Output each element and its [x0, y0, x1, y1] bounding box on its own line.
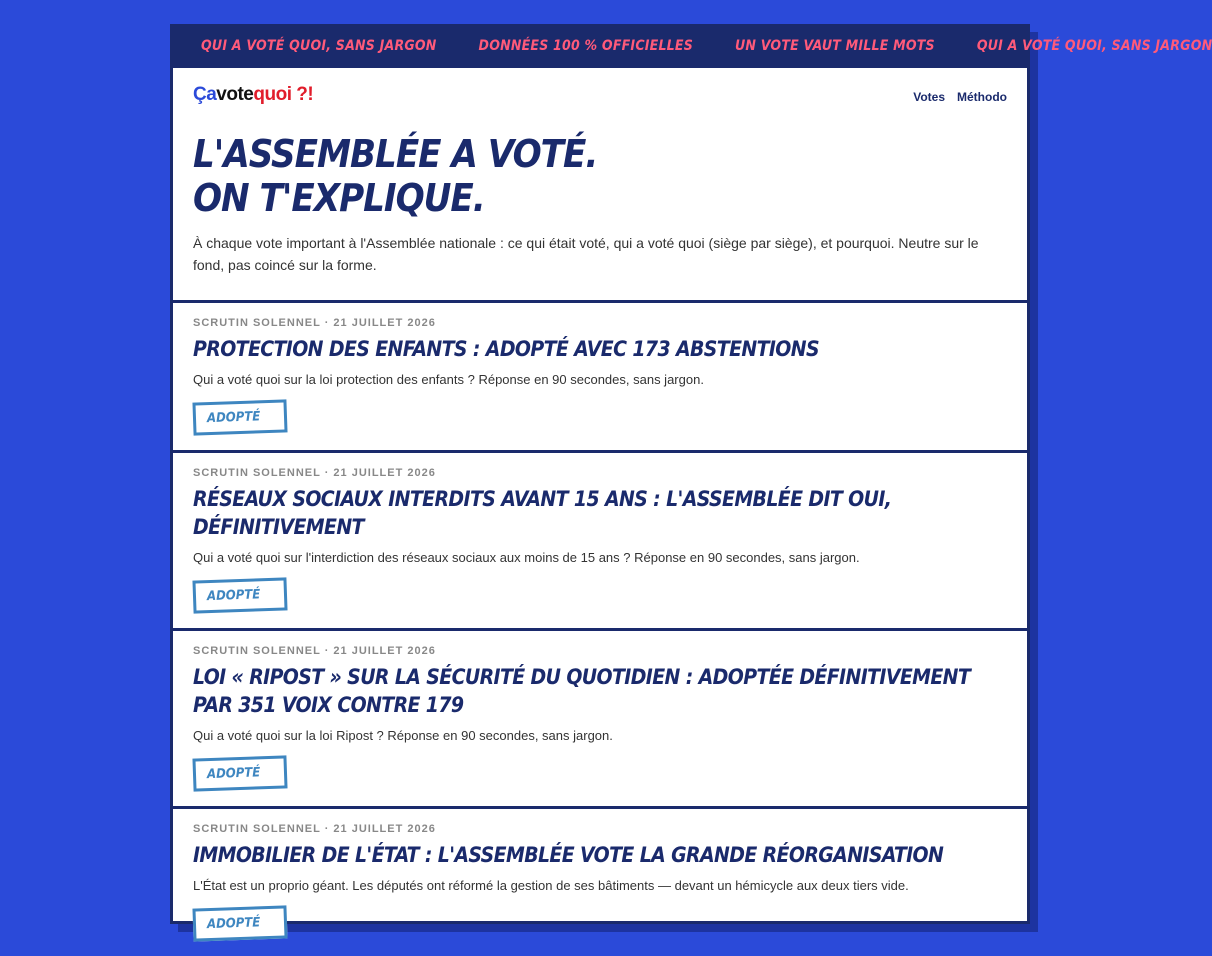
main-nav — [913, 90, 1007, 104]
logo-part-vote: vote — [216, 84, 254, 105]
logo-part-ca: Ça — [193, 84, 217, 105]
logo-part-quoi: quoi ?! — [253, 84, 314, 105]
status-badge: ADOPTÉ — [192, 577, 287, 613]
article-title[interactable]: LOI « RIPOST » SUR LA SÉCURITÉ DU QUOTIDIEN : ADOPTÉE DÉFINITIVEMENT PAR 351 VOIX CONTRE 179 — [193, 665, 971, 717]
ticker-item: QUI A VOTÉ QUOI, SANS JARGON — [201, 38, 437, 54]
ticker-banner — [173, 27, 1212, 68]
ticker-item: DONNÉES 100 % OFFICIELLES — [478, 38, 693, 54]
article-summary: L'État est un proprio géant. Les députés ont réformé la gestion de ses bâtiments — devant un hémicycle aux deux tiers vide. — [193, 878, 909, 893]
article-meta: SCRUTIN SOLENNEL · 21 JUILLET 2026 — [193, 645, 436, 657]
nav-link-votes[interactable]: Votes — [913, 90, 945, 104]
article-card[interactable] — [173, 628, 1027, 806]
site-logo[interactable] — [193, 84, 1007, 106]
article-meta: SCRUTIN SOLENNEL · 21 JUILLET 2026 — [193, 823, 436, 835]
page-frame — [170, 24, 1212, 933]
status-badge: ADOPTÉ — [192, 755, 287, 791]
article-card[interactable] — [173, 300, 1027, 450]
ticker-item: UN VOTE VAUT MILLE MOTS — [734, 38, 935, 54]
article-title[interactable]: PROTECTION DES ENFANTS : ADOPTÉ AVEC 173 ABSTENTIONS — [193, 337, 819, 361]
status-badge: ADOPTÉ — [192, 399, 287, 435]
article-meta: SCRUTIN SOLENNEL · 21 JUILLET 2026 — [193, 467, 436, 479]
ticker-item: QUI A VOTÉ QUOI, SANS JARGON — [976, 38, 1212, 54]
nav-link-methodo[interactable]: Méthodo — [957, 90, 1007, 104]
hero-lead: À chaque vote important à l'Assemblée nationale : ce qui était voté, qui a voté quoi (siège par siège), et pourquoi. Neutre sur le fond, pas coincé sur la forme. — [193, 235, 979, 273]
hero-title — [193, 132, 1007, 220]
site-header — [173, 68, 1027, 300]
article-card[interactable] — [173, 450, 1027, 628]
article-summary: Qui a voté quoi sur la loi Ripost ? Réponse en 90 secondes, sans jargon. — [193, 728, 613, 743]
hero-title-line1: L'ASSEMBLÉE A VOTÉ. — [193, 132, 598, 176]
article-card[interactable] — [173, 806, 1027, 956]
status-badge: ADOPTÉ — [192, 905, 287, 941]
article-meta: SCRUTIN SOLENNEL · 21 JUILLET 2026 — [193, 317, 436, 329]
hero-title-line2: ON T'EXPLIQUE. — [193, 176, 485, 220]
article-title[interactable]: RÉSEAUX SOCIAUX INTERDITS AVANT 15 ANS : L'ASSEMBLÉE DIT OUI, DÉFINITIVEMENT — [193, 487, 892, 539]
article-summary: Qui a voté quoi sur l'interdiction des réseaux sociaux aux moins de 15 ans ? Réponse en 90 secondes, sans jargon. — [193, 550, 860, 565]
article-title[interactable]: IMMOBILIER DE L'ÉTAT : L'ASSEMBLÉE VOTE LA GRANDE RÉORGANISATION — [193, 843, 944, 867]
article-summary: Qui a voté quoi sur la loi protection des enfants ? Réponse en 90 secondes, sans jargon. — [193, 372, 704, 387]
